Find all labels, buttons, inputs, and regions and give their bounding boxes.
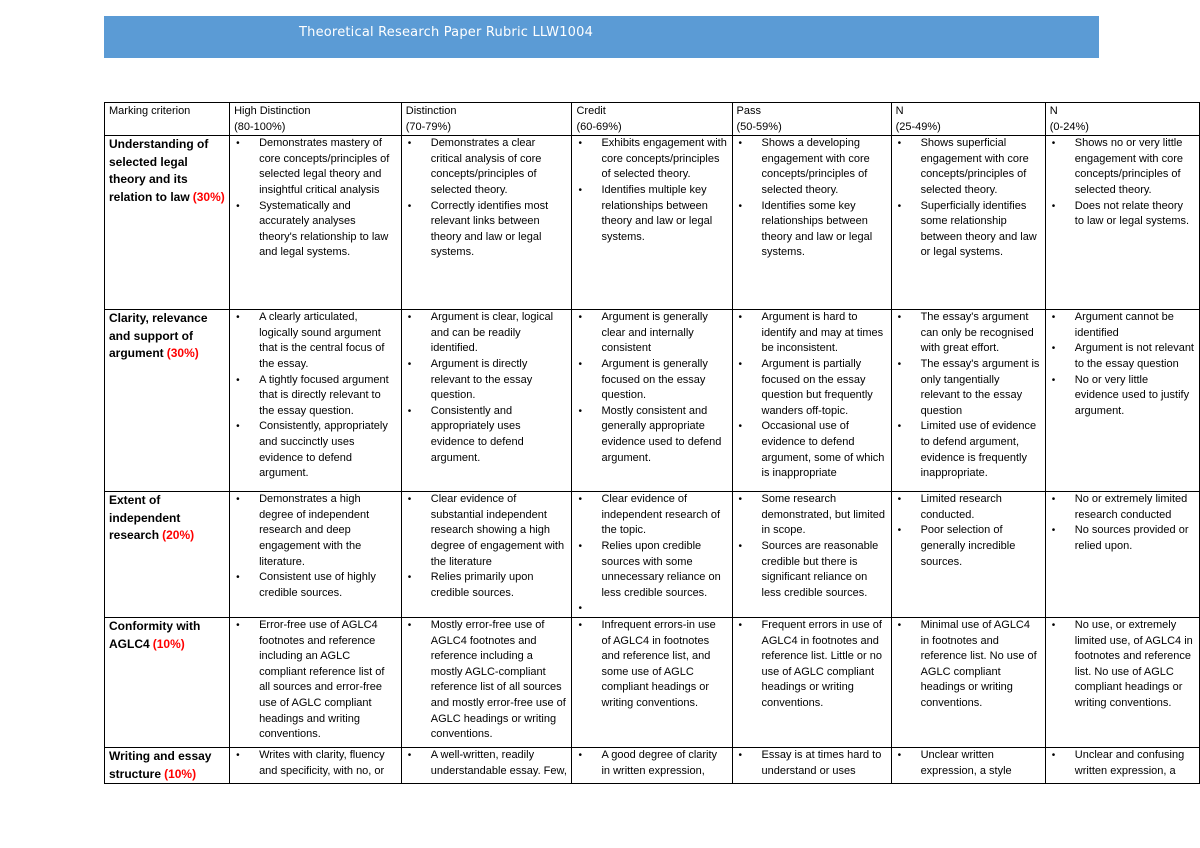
descriptor-item: • Does not relate theory to law or legal systems. [1050, 199, 1195, 230]
descriptor-cell [401, 492, 572, 618]
descriptor-item: • Mostly consistent and generally appropriate evidence used to defend argument. [576, 404, 727, 466]
descriptor-item: • No or extremely limited research conducted [1050, 492, 1195, 523]
document-title: Theoretical Research Paper Rubric LLW1004 [299, 25, 594, 40]
descriptor-item: • Argument is directly relevant to the essay question. [406, 357, 568, 404]
descriptor-item: • Consistent use of highly credible sources. [234, 570, 397, 601]
descriptor-item: • Demonstrates a clear critical analysis of core concepts/principles of selected theory. [406, 136, 568, 198]
grade-header: Distinction (70-79%) [401, 103, 572, 136]
descriptor-cell [1045, 310, 1199, 492]
descriptor-cell [572, 310, 732, 492]
descriptor-cell [401, 310, 572, 492]
descriptor-cell [891, 747, 1045, 783]
descriptor-item: • Correctly identifies most relevant links between theory and law or legal systems. [406, 199, 568, 261]
grade-header: N (25-49%) [891, 103, 1045, 136]
criterion-weight: (10%) [164, 766, 197, 781]
descriptor-cell [572, 747, 732, 783]
descriptor-item: • Clear evidence of substantial independent research showing a high degree of engagement with the literature [406, 492, 568, 570]
descriptor-cell [891, 492, 1045, 618]
descriptor-cell [401, 136, 572, 310]
descriptor-list [406, 310, 568, 466]
criterion-weight: (10%) [152, 636, 185, 651]
descriptor-cell [572, 136, 732, 310]
descriptor-item: • Argument is clear, logical and can be readily identified. [406, 310, 568, 357]
descriptor-item: • Infrequent errors-in use of AGLC4 in footnotes and reference list, and some use of AGLC compliant headings or writing conventions. [576, 618, 727, 712]
descriptor-cell [1045, 747, 1199, 783]
descriptor-item: • Shows no or very little engagement with core concepts/principles of selected theory. [1050, 136, 1195, 198]
descriptor-item: • Consistently, appropriately and succinctly uses evidence to defend argument. [234, 419, 397, 481]
descriptor-cell [230, 617, 402, 747]
descriptor-list [737, 618, 887, 712]
descriptor-item: • Writes with clarity, fluency and specificity, with no, or [234, 748, 397, 779]
descriptor-item: • Limited research conducted. [896, 492, 1041, 523]
rubric-table [104, 102, 1200, 784]
descriptor-cell [891, 617, 1045, 747]
criterion-name-cell [105, 136, 230, 310]
descriptor-cell [401, 747, 572, 783]
descriptor-cell [401, 617, 572, 747]
descriptor-list [234, 310, 397, 482]
descriptor-list [1050, 618, 1195, 712]
descriptor-cell [732, 747, 891, 783]
descriptor-item: • Argument is generally clear and internally consistent [576, 310, 727, 357]
descriptor-list [737, 310, 887, 482]
descriptor-list [737, 492, 887, 601]
descriptor-item [576, 601, 727, 617]
descriptor-list [234, 492, 397, 601]
descriptor-cell [732, 492, 891, 618]
descriptor-cell [230, 747, 402, 783]
criterion-row [105, 617, 1200, 747]
descriptor-list [406, 492, 568, 601]
criterion-name: Clarity, relevance and support of argument [109, 311, 208, 361]
descriptor-item: • The essay's argument can only be recognised with great effort. [896, 310, 1041, 357]
descriptor-item: • No use, or extremely limited use, of AGLC4 in footnotes and reference list. No use of AGLC compliant headings or writing conventions. [1050, 618, 1195, 712]
descriptor-cell [572, 492, 732, 618]
criterion-name-cell [105, 617, 230, 747]
rubric-header-row [105, 103, 1200, 136]
descriptor-cell [891, 310, 1045, 492]
criterion-name-cell [105, 492, 230, 618]
criterion-row [105, 310, 1200, 492]
descriptor-item: • Essay is at times hard to understand or uses [737, 748, 887, 779]
descriptor-item: • Demonstrates mastery of core concepts/principles of selected legal theory and insightful critical analysis [234, 136, 397, 198]
descriptor-list [896, 748, 1041, 779]
descriptor-cell [230, 136, 402, 310]
descriptor-list [1050, 748, 1195, 779]
criterion-name: Understanding of selected legal theory and its relation to law [109, 137, 209, 204]
descriptor-list [576, 136, 727, 245]
descriptor-item: • No or very little evidence used to justify argument. [1050, 373, 1195, 420]
descriptor-item: • Consistently and appropriately uses evidence to defend argument. [406, 404, 568, 466]
descriptor-item: • Exhibits engagement with core concepts/principles of selected theory. [576, 136, 727, 183]
criterion-name: Extent of independent research [109, 493, 181, 543]
descriptor-list [896, 492, 1041, 570]
descriptor-cell [1045, 617, 1199, 747]
descriptor-item: • Identifies some key relationships between theory and law or legal systems. [737, 199, 887, 261]
descriptor-cell [1045, 492, 1199, 618]
descriptor-cell [732, 136, 891, 310]
descriptor-list [737, 136, 887, 261]
descriptor-item: • Occasional use of evidence to defend argument, some of which is inappropriate [737, 419, 887, 481]
descriptor-cell [891, 136, 1045, 310]
descriptor-item: • Argument is not relevant to the essay question [1050, 341, 1195, 372]
descriptor-item: • Shows a developing engagement with core concepts/principles of selected theory. [737, 136, 887, 198]
descriptor-item: • Relies upon credible sources with some unnecessary reliance on less credible sources. [576, 539, 727, 601]
descriptor-item: • Argument is generally focused on the essay question. [576, 357, 727, 404]
descriptor-cell [732, 617, 891, 747]
descriptor-list [1050, 136, 1195, 230]
page-header-banner [104, 16, 1099, 58]
criterion-name: Writing and essay structure [109, 748, 212, 781]
descriptor-item: • Superficially identifies some relationship between theory and law or legal systems. [896, 199, 1041, 261]
descriptor-list [234, 618, 397, 743]
descriptor-item: • Limited use of evidence to defend argument, evidence is frequently inappropriate. [896, 419, 1041, 481]
descriptor-list [1050, 310, 1195, 419]
descriptor-item: • Systematically and accurately analyses theory's relationship to law and legal systems. [234, 199, 397, 261]
descriptor-cell [572, 617, 732, 747]
criterion-name-cell [105, 310, 230, 492]
descriptor-item: • Argument cannot be identified [1050, 310, 1195, 341]
marking-criterion-header: Marking criterion [105, 103, 230, 136]
grade-header: N (0-24%) [1045, 103, 1199, 136]
descriptor-cell [732, 310, 891, 492]
descriptor-item: • Identifies multiple key relationships between theory and law or legal systems. [576, 183, 727, 245]
grade-header: Pass (50-59%) [732, 103, 891, 136]
descriptor-list [576, 492, 727, 617]
descriptor-item: • A good degree of clarity in written expression, [576, 748, 727, 779]
criterion-row [105, 136, 1200, 310]
grade-header: High Distinction (80-100%) [230, 103, 402, 136]
descriptor-cell [230, 310, 402, 492]
criterion-weight: (20%) [162, 528, 195, 543]
descriptor-list [1050, 492, 1195, 554]
descriptor-item: • Sources are reasonable credible but there is significant reliance on less credible sources. [737, 539, 887, 601]
descriptor-list [234, 748, 397, 779]
criterion-row [105, 747, 1200, 783]
descriptor-cell [230, 492, 402, 618]
descriptor-item: • The essay's argument is only tangentially relevant to the essay question [896, 357, 1041, 419]
criterion-row [105, 492, 1200, 618]
descriptor-item: • Unclear and confusing written expression, a [1050, 748, 1195, 779]
descriptor-list [576, 618, 727, 712]
descriptor-list [896, 618, 1041, 712]
descriptor-item: • A clearly articulated, logically sound argument that is the central focus of the essay. [234, 310, 397, 372]
descriptor-item: • Poor selection of generally incredible sources. [896, 523, 1041, 570]
descriptor-list [896, 310, 1041, 482]
descriptor-item: • Minimal use of AGLC4 in footnotes and reference list. No use of AGLC compliant headings or writing conventions. [896, 618, 1041, 712]
descriptor-list [896, 136, 1041, 261]
descriptor-list [234, 136, 397, 261]
descriptor-list [737, 748, 887, 779]
descriptor-item: • Argument is hard to identify and may at times be inconsistent. [737, 310, 887, 357]
descriptor-list [406, 748, 568, 779]
descriptor-item: • Shows superficial engagement with core concepts/principles of selected theory. [896, 136, 1041, 198]
descriptor-item: • Some research demonstrated, but limited in scope. [737, 492, 887, 539]
descriptor-item: • No sources provided or relied upon. [1050, 523, 1195, 554]
descriptor-item: • Mostly error-free use of AGLC4 footnotes and reference including a mostly AGLC-compliant reference list of all sources and mostly error-free use of AGLC headings or writing conventions. [406, 618, 568, 743]
descriptor-item: • Relies primarily upon credible sources. [406, 570, 568, 601]
descriptor-item: • Argument is partially focused on the essay question but frequently wanders off-topic. [737, 357, 887, 419]
descriptor-list [406, 618, 568, 743]
descriptor-list [576, 310, 727, 466]
grade-header: Credit (60-69%) [572, 103, 732, 136]
descriptor-item: • Unclear written expression, a style [896, 748, 1041, 779]
descriptor-item: • Error-free use of AGLC4 footnotes and reference including an AGLC compliant reference list of all sources and error-free use of AGLC compliant headings and writing conventions. [234, 618, 397, 743]
descriptor-list [406, 136, 568, 261]
criterion-name-cell [105, 747, 230, 783]
criterion-weight: (30%) [166, 346, 199, 361]
descriptor-cell [1045, 136, 1199, 310]
descriptor-item: • Clear evidence of independent research of the topic. [576, 492, 727, 539]
criterion-name: Conformity with AGLC4 [109, 618, 201, 651]
descriptor-list [576, 748, 727, 779]
criterion-weight: (30%) [192, 189, 225, 204]
descriptor-item: • Demonstrates a high degree of independent research and deep engagement with the literature. [234, 492, 397, 570]
descriptor-item: • Frequent errors in use of AGLC4 in footnotes and reference list. Little or no use of AGLC compliant headings or writing conventions. [737, 618, 887, 712]
descriptor-item: • A tightly focused argument that is directly relevant to the essay question. [234, 373, 397, 420]
descriptor-item: • A well-written, readily understandable essay. Few, [406, 748, 568, 779]
